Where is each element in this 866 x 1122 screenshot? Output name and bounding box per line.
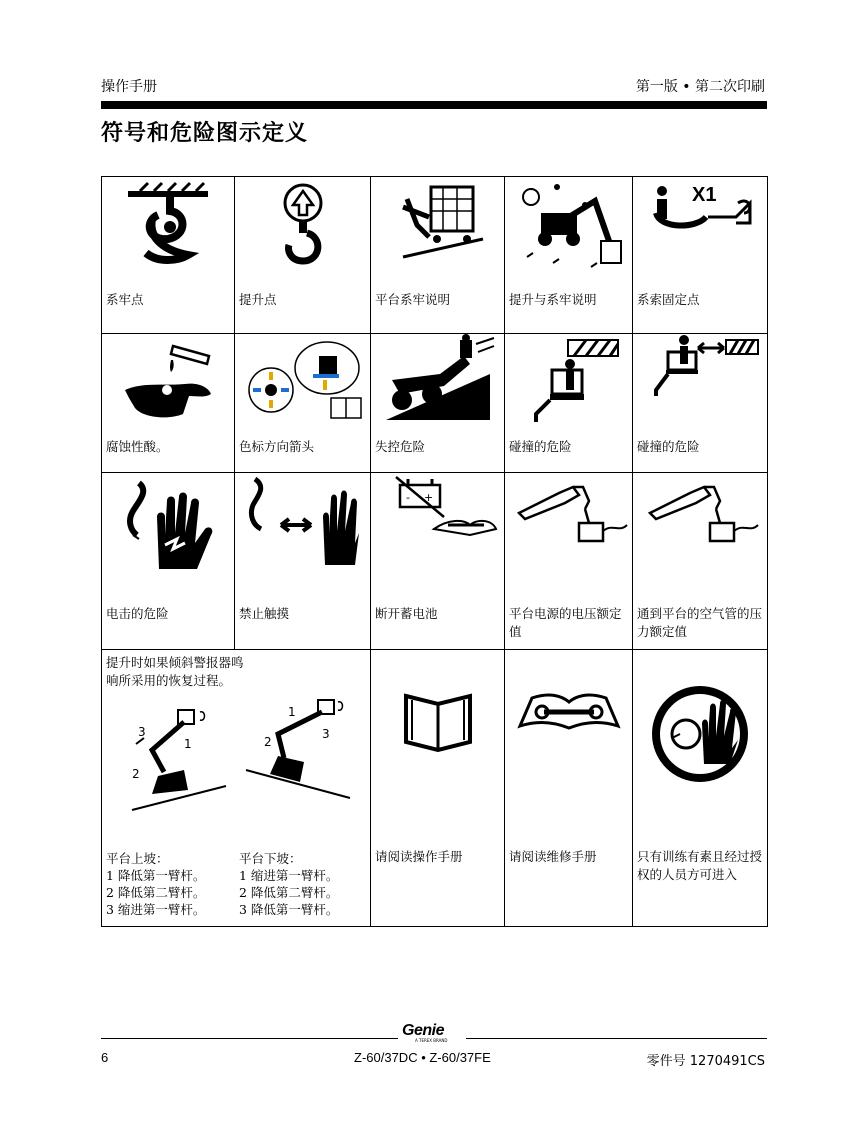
symbol-label: 只有训练有素且经过授权的人员方可进入 (637, 849, 763, 882)
symbol-label: 碰撞的危险 (637, 439, 700, 454)
symbol-cell (371, 177, 505, 334)
symbol-label: 腐蚀性酸。 (106, 439, 169, 454)
uphill-recovery-diagram (122, 698, 232, 818)
step-item: 1 降低第一臂杆。 (106, 868, 206, 883)
no-touch-icon (243, 473, 363, 573)
operator-manual-icon (398, 688, 478, 752)
lifting-point-icon (253, 177, 353, 267)
diagram-step-number: 2 (132, 767, 140, 781)
lanyard-anchor-icon (640, 177, 760, 247)
footer-rule-right (466, 1038, 767, 1039)
symbol-cell (102, 334, 235, 473)
symbol-cell (371, 650, 505, 927)
downhill-title: 平台下坡： (239, 851, 302, 866)
header-right: 第一版 • 第二次印刷 (635, 79, 765, 95)
symbol-label: 电击的危险 (106, 606, 169, 621)
symbol-cell (102, 473, 235, 650)
symbol-cell (633, 473, 768, 650)
step-item: 1 缩进第一臂杆。 (239, 868, 339, 883)
diagram-step-number: 3 (138, 725, 146, 739)
loss-of-control-icon (380, 334, 496, 424)
color-direction-arrows-icon (243, 334, 363, 424)
symbol-label: 断开蓄电池 (375, 606, 438, 621)
table-row (102, 177, 768, 334)
symbol-cell (505, 334, 633, 473)
uphill-steps (106, 850, 205, 918)
symbol-label: 失控危险 (375, 439, 426, 454)
header-left: 操作手册 (101, 79, 157, 95)
symbol-cell (371, 334, 505, 473)
table-row (102, 334, 768, 473)
symbol-cell (633, 334, 768, 473)
step-item: 2 降低第二臂杆。 (239, 885, 339, 900)
electrocution-hazard-icon (113, 473, 223, 585)
symbol-label: 色标方向箭头 (239, 439, 315, 454)
symbol-cell (235, 473, 371, 650)
tie-down-point-icon (118, 177, 218, 267)
symbol-label: 提升点 (239, 292, 277, 307)
platform-tie-down-icon (383, 177, 493, 267)
crushing-hazard-icon (514, 334, 624, 424)
footer-rule-left (101, 1038, 398, 1039)
table-row (102, 473, 768, 650)
symbol-label: 禁止触摸 (239, 606, 290, 621)
symbol-cell (235, 334, 371, 473)
step-item: 3 降低第一臂杆。 (239, 902, 339, 917)
recovery-description: 提升时如果倾斜警报器鸣响所采用的恢复过程。 (106, 655, 244, 688)
multiplier-text: X1 (692, 184, 717, 206)
uphill-title: 平台上坡： (106, 851, 169, 866)
authorized-personnel-only-icon (650, 684, 750, 784)
symbol-cell (505, 650, 633, 927)
model-number: Z-60/37DC • Z-60/37FE (354, 1050, 491, 1065)
diagram-step-number: 1 (184, 737, 192, 751)
symbol-label: 系索固定点 (637, 292, 700, 307)
disconnect-battery-icon (378, 473, 498, 543)
symbol-cell (633, 650, 768, 927)
genie-logo: Genie (402, 1022, 444, 1039)
symbol-cell (505, 177, 633, 334)
diagram-step-number: 3 (322, 727, 330, 741)
step-item: 3 缩进第一臂杆。 (106, 902, 206, 917)
page-title: 符号和危险图示定义 (101, 121, 309, 146)
service-manual-icon (514, 686, 624, 736)
platform-voltage-rating-icon (509, 473, 629, 553)
diagram-step-number: 1 (288, 705, 296, 719)
diagram-step-number: 2 (264, 735, 272, 749)
symbol-cell (235, 177, 371, 334)
symbol-label: 平台电源的电压额定值 (509, 606, 622, 639)
corrosive-acid-icon (113, 334, 223, 429)
symbol-cell (505, 473, 633, 650)
logo-subtitle: A TEREX BRAND (415, 1038, 448, 1043)
lift-tie-down-icon (513, 177, 625, 277)
symbol-label: 系牢点 (106, 292, 144, 307)
symbol-label: 提升与系牢说明 (509, 292, 597, 307)
step-item: 2 降低第二臂杆。 (106, 885, 206, 900)
svg-text:+: + (423, 491, 433, 504)
symbol-label: 碰撞的危险 (509, 439, 572, 454)
symbol-cell (633, 177, 768, 334)
symbol-label: 请阅读操作手册 (375, 849, 463, 864)
recovery-procedure-cell (102, 650, 371, 927)
downhill-recovery-diagram (242, 698, 352, 818)
page-number: 6 (101, 1050, 109, 1065)
symbol-table (101, 176, 768, 927)
part-number: 零件号 1270491CS (646, 1054, 765, 1069)
header-rule (101, 101, 767, 109)
downhill-steps (239, 850, 338, 918)
svg-text:-: - (405, 491, 410, 504)
symbol-label: 请阅读维修手册 (509, 849, 597, 864)
symbol-cell (371, 473, 505, 650)
collision-hazard-icon (640, 334, 760, 424)
symbol-cell (102, 177, 235, 334)
platform-air-line-icon (640, 473, 760, 553)
table-row (102, 650, 768, 927)
symbol-label: 平台系牢说明 (375, 292, 451, 307)
symbol-label: 通到平台的空气管的压力额定值 (637, 606, 763, 639)
